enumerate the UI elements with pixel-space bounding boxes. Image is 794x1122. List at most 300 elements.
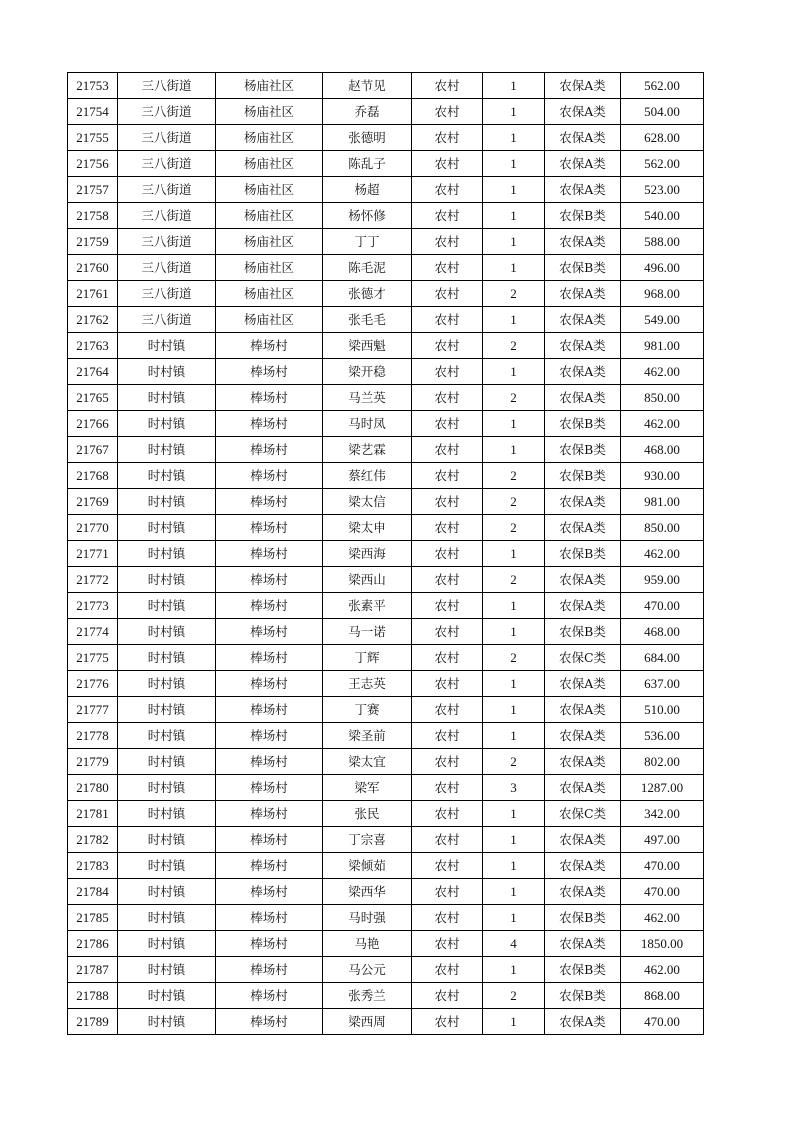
household-count-cell: 1 [483,723,545,749]
street-town-cell: 时村镇 [118,957,216,983]
insurance-category-cell: 农保A类 [545,307,621,333]
amount-cell: 930.00 [621,463,704,489]
street-town-cell: 时村镇 [118,619,216,645]
table-row [68,749,704,775]
table-row [68,593,704,619]
amount-cell: 462.00 [621,957,704,983]
household-count-cell: 1 [483,151,545,177]
record-id-cell: 21762 [68,307,118,333]
street-town-cell: 时村镇 [118,879,216,905]
record-id-cell: 21753 [68,73,118,99]
household-count-cell: 2 [483,983,545,1009]
insurance-category-cell: 农保B类 [545,957,621,983]
person-name-cell: 梁开稳 [323,359,412,385]
street-town-cell: 时村镇 [118,697,216,723]
record-id-cell: 21786 [68,931,118,957]
person-name-cell: 梁圣前 [323,723,412,749]
table-row [68,151,704,177]
record-id-cell: 21778 [68,723,118,749]
street-town-cell: 时村镇 [118,905,216,931]
amount-cell: 468.00 [621,437,704,463]
community-village-cell: 棒场村 [216,515,323,541]
area-type-cell: 农村 [412,229,483,255]
household-count-cell: 2 [483,567,545,593]
insurance-category-cell: 农保A类 [545,359,621,385]
amount-cell: 1850.00 [621,931,704,957]
street-town-cell: 时村镇 [118,827,216,853]
street-town-cell: 时村镇 [118,489,216,515]
person-name-cell: 乔磊 [323,99,412,125]
street-town-cell: 时村镇 [118,437,216,463]
records-table [67,72,704,1035]
record-id-cell: 21781 [68,801,118,827]
table-row [68,957,704,983]
community-village-cell: 棒场村 [216,775,323,801]
table-row [68,541,704,567]
area-type-cell: 农村 [412,645,483,671]
area-type-cell: 农村 [412,957,483,983]
community-village-cell: 杨庙社区 [216,255,323,281]
table-row [68,177,704,203]
community-village-cell: 棒场村 [216,619,323,645]
insurance-category-cell: 农保A类 [545,73,621,99]
person-name-cell: 张秀兰 [323,983,412,1009]
street-town-cell: 时村镇 [118,463,216,489]
insurance-category-cell: 农保A类 [545,697,621,723]
household-count-cell: 1 [483,203,545,229]
area-type-cell: 农村 [412,489,483,515]
person-name-cell: 梁太申 [323,515,412,541]
table-row [68,853,704,879]
person-name-cell: 丁辉 [323,645,412,671]
record-id-cell: 21787 [68,957,118,983]
household-count-cell: 1 [483,541,545,567]
street-town-cell: 三八街道 [118,151,216,177]
area-type-cell: 农村 [412,177,483,203]
insurance-category-cell: 农保C类 [545,645,621,671]
community-village-cell: 棒场村 [216,385,323,411]
street-town-cell: 三八街道 [118,229,216,255]
area-type-cell: 农村 [412,567,483,593]
table-row [68,879,704,905]
household-count-cell: 1 [483,99,545,125]
amount-cell: 470.00 [621,853,704,879]
table-row [68,359,704,385]
record-id-cell: 21776 [68,671,118,697]
street-town-cell: 三八街道 [118,73,216,99]
person-name-cell: 马时强 [323,905,412,931]
person-name-cell: 梁军 [323,775,412,801]
insurance-category-cell: 农保A类 [545,229,621,255]
community-village-cell: 杨庙社区 [216,151,323,177]
insurance-category-cell: 农保B类 [545,905,621,931]
record-id-cell: 21775 [68,645,118,671]
person-name-cell: 梁西山 [323,567,412,593]
table-row [68,125,704,151]
community-village-cell: 棒场村 [216,853,323,879]
table-row [68,411,704,437]
community-village-cell: 杨庙社区 [216,125,323,151]
insurance-category-cell: 农保A类 [545,281,621,307]
record-id-cell: 21789 [68,1009,118,1035]
street-town-cell: 时村镇 [118,359,216,385]
amount-cell: 850.00 [621,385,704,411]
household-count-cell: 1 [483,359,545,385]
table-row [68,619,704,645]
person-name-cell: 王志英 [323,671,412,697]
street-town-cell: 三八街道 [118,281,216,307]
street-town-cell: 三八街道 [118,125,216,151]
area-type-cell: 农村 [412,905,483,931]
household-count-cell: 1 [483,125,545,151]
community-village-cell: 棒场村 [216,749,323,775]
amount-cell: 802.00 [621,749,704,775]
amount-cell: 462.00 [621,905,704,931]
record-id-cell: 21768 [68,463,118,489]
community-village-cell: 杨庙社区 [216,99,323,125]
person-name-cell: 马艳 [323,931,412,957]
area-type-cell: 农村 [412,125,483,151]
insurance-category-cell: 农保A类 [545,593,621,619]
amount-cell: 1287.00 [621,775,704,801]
household-count-cell: 2 [483,385,545,411]
person-name-cell: 马时凤 [323,411,412,437]
amount-cell: 850.00 [621,515,704,541]
street-town-cell: 三八街道 [118,177,216,203]
amount-cell: 462.00 [621,359,704,385]
household-count-cell: 2 [483,281,545,307]
record-id-cell: 21783 [68,853,118,879]
household-count-cell: 1 [483,671,545,697]
area-type-cell: 农村 [412,697,483,723]
area-type-cell: 农村 [412,931,483,957]
table-row [68,775,704,801]
community-village-cell: 棒场村 [216,723,323,749]
community-village-cell: 棒场村 [216,463,323,489]
community-village-cell: 杨庙社区 [216,281,323,307]
record-id-cell: 21771 [68,541,118,567]
household-count-cell: 2 [483,749,545,775]
person-name-cell: 梁西华 [323,879,412,905]
area-type-cell: 农村 [412,853,483,879]
amount-cell: 470.00 [621,879,704,905]
record-id-cell: 21780 [68,775,118,801]
record-id-cell: 21782 [68,827,118,853]
area-type-cell: 农村 [412,749,483,775]
area-type-cell: 农村 [412,619,483,645]
area-type-cell: 农村 [412,879,483,905]
person-name-cell: 梁西海 [323,541,412,567]
table-row [68,73,704,99]
community-village-cell: 棒场村 [216,697,323,723]
area-type-cell: 农村 [412,437,483,463]
household-count-cell: 1 [483,177,545,203]
household-count-cell: 1 [483,593,545,619]
household-count-cell: 1 [483,905,545,931]
household-count-cell: 1 [483,73,545,99]
record-id-cell: 21785 [68,905,118,931]
amount-cell: 562.00 [621,151,704,177]
insurance-category-cell: 农保B类 [545,983,621,1009]
table-row [68,931,704,957]
table-row [68,697,704,723]
amount-cell: 536.00 [621,723,704,749]
amount-cell: 549.00 [621,307,704,333]
street-town-cell: 时村镇 [118,749,216,775]
record-id-cell: 21767 [68,437,118,463]
community-village-cell: 棒场村 [216,671,323,697]
amount-cell: 968.00 [621,281,704,307]
area-type-cell: 农村 [412,411,483,437]
table-row [68,567,704,593]
insurance-category-cell: 农保A类 [545,125,621,151]
person-name-cell: 张德明 [323,125,412,151]
record-id-cell: 21784 [68,879,118,905]
household-count-cell: 1 [483,229,545,255]
household-count-cell: 2 [483,463,545,489]
amount-cell: 959.00 [621,567,704,593]
area-type-cell: 农村 [412,385,483,411]
record-id-cell: 21774 [68,619,118,645]
person-name-cell: 蔡红伟 [323,463,412,489]
area-type-cell: 农村 [412,593,483,619]
record-id-cell: 21766 [68,411,118,437]
table-row [68,801,704,827]
community-village-cell: 棒场村 [216,333,323,359]
insurance-category-cell: 农保A类 [545,385,621,411]
insurance-category-cell: 农保B类 [545,619,621,645]
amount-cell: 497.00 [621,827,704,853]
street-town-cell: 时村镇 [118,671,216,697]
table-row [68,671,704,697]
community-village-cell: 棒场村 [216,983,323,1009]
insurance-category-cell: 农保B类 [545,203,621,229]
amount-cell: 504.00 [621,99,704,125]
person-name-cell: 马公元 [323,957,412,983]
record-id-cell: 21765 [68,385,118,411]
area-type-cell: 农村 [412,775,483,801]
table-row [68,385,704,411]
insurance-category-cell: 农保A类 [545,151,621,177]
record-id-cell: 21756 [68,151,118,177]
amount-cell: 523.00 [621,177,704,203]
table-row [68,463,704,489]
table-row [68,437,704,463]
community-village-cell: 棒场村 [216,957,323,983]
community-village-cell: 杨庙社区 [216,307,323,333]
area-type-cell: 农村 [412,541,483,567]
table-row [68,515,704,541]
record-id-cell: 21759 [68,229,118,255]
table-row [68,645,704,671]
street-town-cell: 时村镇 [118,801,216,827]
insurance-category-cell: 农保A类 [545,749,621,775]
amount-cell: 470.00 [621,1009,704,1035]
community-village-cell: 杨庙社区 [216,203,323,229]
record-id-cell: 21772 [68,567,118,593]
record-id-cell: 21761 [68,281,118,307]
insurance-category-cell: 农保C类 [545,801,621,827]
household-count-cell: 1 [483,411,545,437]
insurance-category-cell: 农保A类 [545,853,621,879]
household-count-cell: 3 [483,775,545,801]
record-id-cell: 21763 [68,333,118,359]
household-count-cell: 2 [483,645,545,671]
amount-cell: 684.00 [621,645,704,671]
community-village-cell: 棒场村 [216,541,323,567]
household-count-cell: 1 [483,1009,545,1035]
record-id-cell: 21770 [68,515,118,541]
insurance-category-cell: 农保B类 [545,437,621,463]
household-count-cell: 2 [483,333,545,359]
street-town-cell: 时村镇 [118,385,216,411]
insurance-category-cell: 农保A类 [545,99,621,125]
amount-cell: 588.00 [621,229,704,255]
community-village-cell: 棒场村 [216,879,323,905]
insurance-category-cell: 农保A类 [545,177,621,203]
household-count-cell: 1 [483,801,545,827]
street-town-cell: 时村镇 [118,541,216,567]
table-row [68,723,704,749]
person-name-cell: 赵节见 [323,73,412,99]
street-town-cell: 时村镇 [118,411,216,437]
community-village-cell: 棒场村 [216,359,323,385]
record-id-cell: 21760 [68,255,118,281]
insurance-category-cell: 农保A类 [545,1009,621,1035]
street-town-cell: 三八街道 [118,203,216,229]
community-village-cell: 棒场村 [216,801,323,827]
person-name-cell: 张民 [323,801,412,827]
community-village-cell: 棒场村 [216,905,323,931]
table-row [68,281,704,307]
community-village-cell: 棒场村 [216,593,323,619]
household-count-cell: 1 [483,697,545,723]
person-name-cell: 张德才 [323,281,412,307]
amount-cell: 981.00 [621,333,704,359]
amount-cell: 510.00 [621,697,704,723]
household-count-cell: 1 [483,307,545,333]
table-row [68,489,704,515]
person-name-cell: 张素平 [323,593,412,619]
street-town-cell: 时村镇 [118,775,216,801]
table-row [68,255,704,281]
insurance-category-cell: 农保B类 [545,411,621,437]
person-name-cell: 马一诺 [323,619,412,645]
table-row [68,333,704,359]
household-count-cell: 4 [483,931,545,957]
person-name-cell: 杨怀修 [323,203,412,229]
insurance-category-cell: 农保B类 [545,255,621,281]
community-village-cell: 棒场村 [216,931,323,957]
table-row [68,1009,704,1035]
record-id-cell: 21769 [68,489,118,515]
household-count-cell: 2 [483,515,545,541]
insurance-category-cell: 农保B类 [545,541,621,567]
community-village-cell: 棒场村 [216,1009,323,1035]
area-type-cell: 农村 [412,463,483,489]
household-count-cell: 1 [483,957,545,983]
household-count-cell: 1 [483,619,545,645]
area-type-cell: 农村 [412,99,483,125]
household-count-cell: 1 [483,437,545,463]
record-id-cell: 21788 [68,983,118,1009]
street-town-cell: 三八街道 [118,307,216,333]
person-name-cell: 陈毛泥 [323,255,412,281]
community-village-cell: 棒场村 [216,645,323,671]
table-row [68,307,704,333]
amount-cell: 496.00 [621,255,704,281]
area-type-cell: 农村 [412,827,483,853]
community-village-cell: 棒场村 [216,567,323,593]
area-type-cell: 农村 [412,515,483,541]
person-name-cell: 梁太宜 [323,749,412,775]
person-name-cell: 梁西魁 [323,333,412,359]
insurance-category-cell: 农保A类 [545,827,621,853]
insurance-category-cell: 农保A类 [545,567,621,593]
area-type-cell: 农村 [412,203,483,229]
table-row [68,99,704,125]
area-type-cell: 农村 [412,307,483,333]
area-type-cell: 农村 [412,73,483,99]
table-row [68,827,704,853]
street-town-cell: 时村镇 [118,983,216,1009]
insurance-category-cell: 农保A类 [545,671,621,697]
record-id-cell: 21754 [68,99,118,125]
table-row [68,229,704,255]
insurance-category-cell: 农保A类 [545,775,621,801]
amount-cell: 637.00 [621,671,704,697]
insurance-category-cell: 农保A类 [545,931,621,957]
record-id-cell: 21777 [68,697,118,723]
amount-cell: 540.00 [621,203,704,229]
record-id-cell: 21773 [68,593,118,619]
record-id-cell: 21758 [68,203,118,229]
household-count-cell: 1 [483,879,545,905]
street-town-cell: 时村镇 [118,567,216,593]
area-type-cell: 农村 [412,1009,483,1035]
person-name-cell: 马兰英 [323,385,412,411]
amount-cell: 468.00 [621,619,704,645]
person-name-cell: 陈乱子 [323,151,412,177]
household-count-cell: 1 [483,255,545,281]
area-type-cell: 农村 [412,801,483,827]
amount-cell: 462.00 [621,411,704,437]
street-town-cell: 时村镇 [118,853,216,879]
amount-cell: 868.00 [621,983,704,1009]
table-row [68,905,704,931]
community-village-cell: 棒场村 [216,411,323,437]
street-town-cell: 时村镇 [118,931,216,957]
community-village-cell: 棒场村 [216,437,323,463]
amount-cell: 981.00 [621,489,704,515]
insurance-category-cell: 农保A类 [545,723,621,749]
street-town-cell: 三八街道 [118,99,216,125]
community-village-cell: 棒场村 [216,827,323,853]
street-town-cell: 时村镇 [118,645,216,671]
person-name-cell: 梁太信 [323,489,412,515]
insurance-category-cell: 农保A类 [545,489,621,515]
community-village-cell: 杨庙社区 [216,177,323,203]
street-town-cell: 时村镇 [118,723,216,749]
amount-cell: 462.00 [621,541,704,567]
area-type-cell: 农村 [412,333,483,359]
street-town-cell: 时村镇 [118,593,216,619]
amount-cell: 470.00 [621,593,704,619]
community-village-cell: 杨庙社区 [216,229,323,255]
street-town-cell: 时村镇 [118,1009,216,1035]
insurance-category-cell: 农保A类 [545,879,621,905]
household-count-cell: 2 [483,489,545,515]
